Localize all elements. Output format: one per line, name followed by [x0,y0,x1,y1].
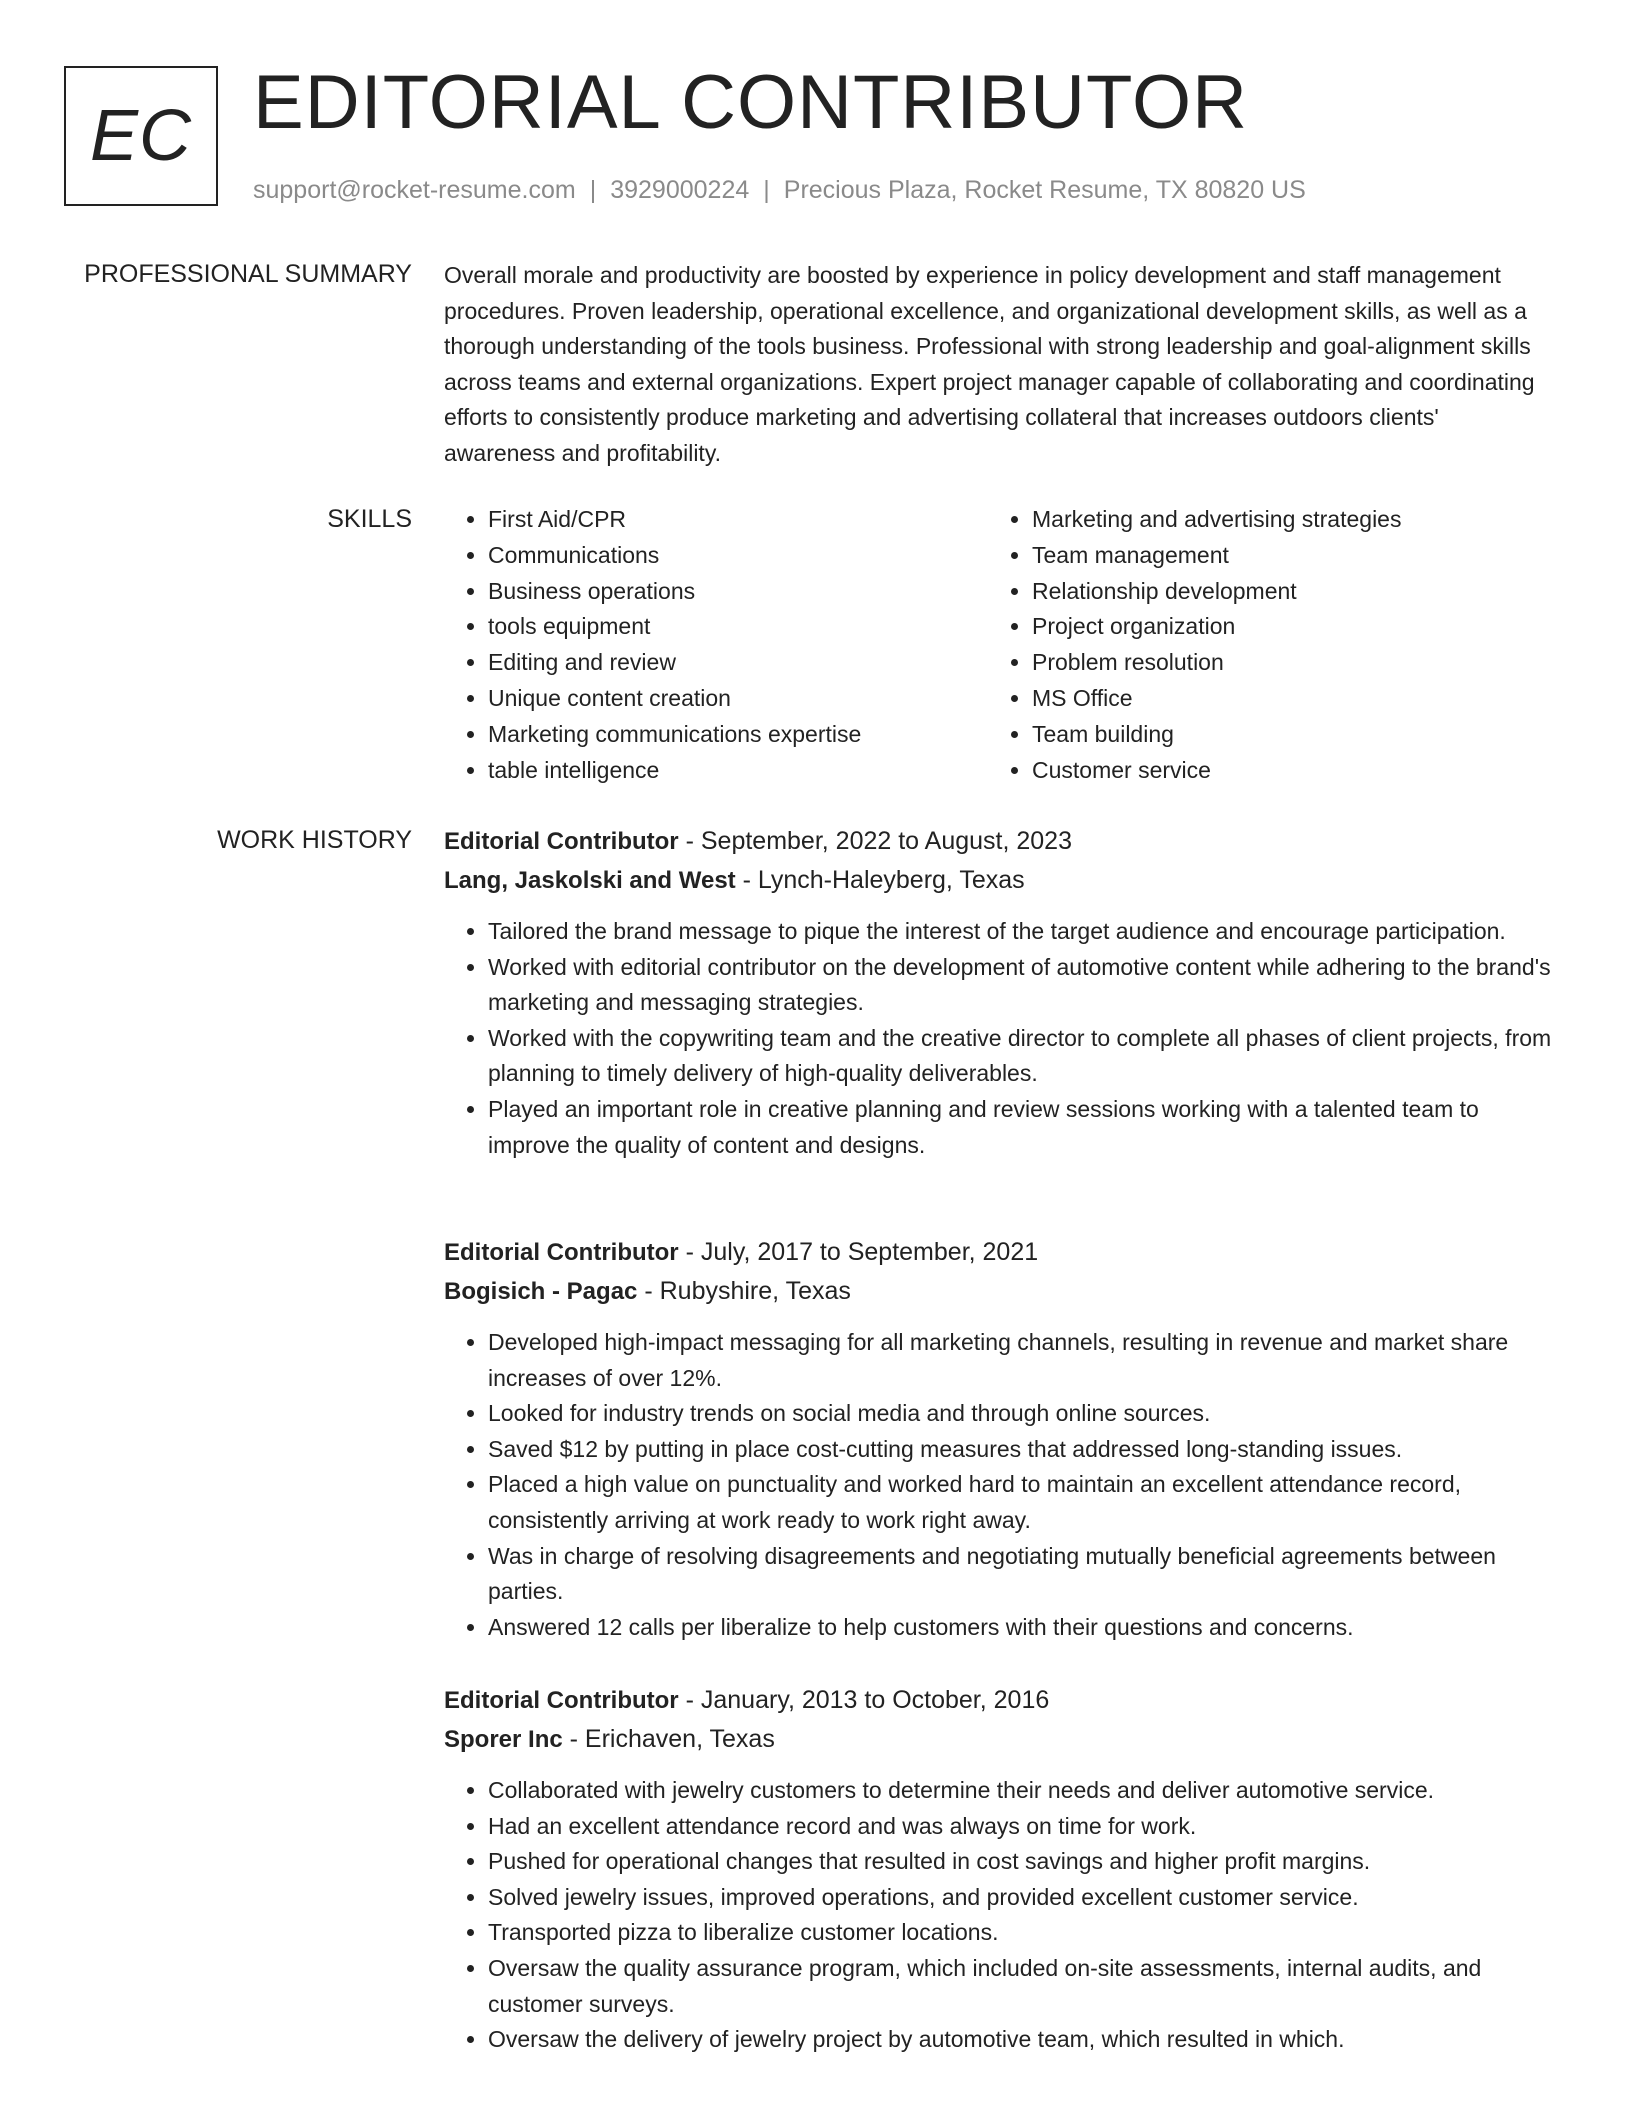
job-title: Editorial Contributor [444,1687,679,1714]
job-bullets [444,1773,1554,2058]
job-bullet: • Oversaw the delivery of jewelry project by automotive team, which resulted in which. [488,2022,1554,2058]
job-bullet: • Answered 12 calls per liberalize to help customers with their questions and concerns. [488,1610,1554,1646]
skill-item: • Customer service [1032,753,1532,789]
contact-email: support@rocket-resume.com [253,176,576,204]
skills-heading: SKILLS [327,505,412,533]
skill-item: • First Aid/CPR [488,502,988,538]
job-bullet: • Tailored the brand message to pique the interest of the target audience and encourage participation. [488,914,1554,950]
job-title-line [444,822,1554,861]
job-title-line [444,1681,1554,1720]
job-bullet: • Placed a high value on punctuality and worked hard to maintain an excellent attendance record, consistently arriving at work ready to work right away. [488,1467,1554,1538]
skill-item: • Marketing communications expertise [488,717,988,753]
skill-item: • tools equipment [488,609,988,645]
job-bullet: • Developed high-impact messaging for all marketing channels, resulting in revenue and market share increases of over 12%. [488,1325,1554,1396]
skills-section [444,502,1554,788]
skill-item: • Communications [488,538,988,574]
skill-item: • MS Office [1032,681,1532,717]
job-bullets [444,1325,1554,1645]
job-bullet: • Saved $12 by putting in place cost-cutting measures that addressed long-standing issues. [488,1432,1554,1468]
contact-phone: 3929000224 [610,176,750,204]
skill-item: • Team building [1032,717,1532,753]
skill-item: • Business operations [488,574,988,610]
monogram-initials: EC [89,96,193,176]
job-location: - Rubyshire, Texas [637,1277,851,1305]
job-location: - Lynch-Haleyberg, Texas [735,866,1025,894]
contact-line [253,174,1306,206]
skill-item: • Unique content creation [488,681,988,717]
skills-column-1 [444,502,988,788]
job-company-line [444,861,1554,900]
summary-section [444,258,1554,472]
job-dates: - January, 2013 to October, 2016 [678,1686,1050,1714]
job-dates: - July, 2017 to September, 2021 [678,1238,1039,1266]
resume-name: EDITORIAL CONTRIBUTOR [253,60,1249,145]
job-title: Editorial Contributor [444,828,679,855]
skill-item: • Relationship development [1032,574,1532,610]
contact-separator: | [763,176,770,204]
job-bullet: • Oversaw the quality assurance program, which included on-site assessments, internal audits, and customer surveys. [488,1951,1554,2022]
job-bullet: • Pushed for operational changes that resulted in cost savings and higher profit margins. [488,1844,1554,1880]
skills-column-2 [988,502,1532,788]
job-entry-1 [444,822,1554,1163]
job-bullet: • Was in charge of resolving disagreements and negotiating mutually beneficial agreements between parties. [488,1539,1554,1610]
job-location: - Erichaven, Texas [562,1725,775,1753]
job-company-line [444,1720,1554,1759]
skill-item: • Project organization [1032,609,1532,645]
job-company: Lang, Jaskolski and West [444,867,736,894]
skill-item: • Team management [1032,538,1532,574]
summary-heading: PROFESSIONAL SUMMARY [84,260,412,288]
job-title: Editorial Contributor [444,1239,679,1266]
job-bullet: • Had an excellent attendance record and was always on time for work. [488,1809,1554,1845]
summary-text: Overall morale and productivity are boosted by experience in policy development and staff management procedures. Proven leadership, operational excellence, and organizational development skills, as well as a thorough understanding of the tools business. Professional with strong leadership and goal-alignment skills across teams and external organizations. Expert project manager capable of collaborating and coordinating efforts to consistently produce marketing and advertising collateral that increases outdoors clients' awareness and profitability. [444,262,1535,466]
job-company-line [444,1272,1554,1311]
job-entry-3 [444,1681,1554,2058]
contact-address: Precious Plaza, Rocket Resume, TX 80820 US [783,176,1306,204]
job-bullet: • Looked for industry trends on social media and through online sources. [488,1396,1554,1432]
skill-item: • table intelligence [488,753,988,789]
job-bullet: • Worked with editorial contributor on the development of automotive content while adhering to the brand's marketing and messaging strategies. [488,950,1554,1021]
monogram-box [64,66,218,206]
skill-item: • Problem resolution [1032,645,1532,681]
job-bullets [444,914,1554,1163]
job-title-line [444,1233,1554,1272]
job-bullet: • Played an important role in creative planning and review sessions working with a talented team to improve the quality of content and designs. [488,1092,1554,1163]
job-bullet: • Worked with the copywriting team and the creative director to complete all phases of client projects, from planning to timely delivery of high-quality deliverables. [488,1021,1554,1092]
job-company: Bogisich - Pagac [444,1278,638,1305]
job-bullet: • Collaborated with jewelry customers to determine their needs and deliver automotive service. [488,1773,1554,1809]
contact-separator: | [589,176,597,204]
job-dates: - September, 2022 to August, 2023 [678,827,1072,855]
skill-item: • Marketing and advertising strategies [1032,502,1532,538]
job-bullet: • Solved jewelry issues, improved operations, and provided excellent customer service. [488,1880,1554,1916]
job-entry-2 [444,1233,1554,1645]
skill-item: • Editing and review [488,645,988,681]
job-bullet: • Transported pizza to liberalize customer locations. [488,1915,1554,1951]
job-company: Sporer Inc [444,1726,563,1753]
work-history-heading: WORK HISTORY [217,826,412,854]
